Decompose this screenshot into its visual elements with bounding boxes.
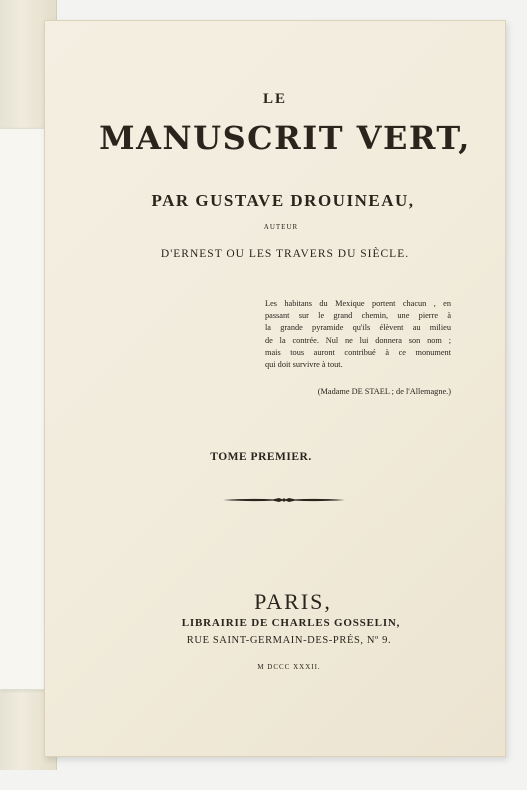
book-title: MANUSCRIT VERT, bbox=[99, 119, 471, 157]
epigraph bbox=[265, 298, 451, 371]
previous-work: D'ERNEST OU LES TRAVERS DU SIÈCLE. bbox=[160, 248, 410, 260]
epigraph-line: de la contrée. Nul ne lui donnera son nom ; bbox=[265, 335, 451, 345]
publication-year: M DCCC XXXII. bbox=[257, 663, 321, 671]
epigraph-line: qui doit survivre à tout. bbox=[265, 360, 343, 370]
author-line: PAR GUSTAVE DROUINEAU, bbox=[151, 191, 415, 210]
epigraph-line: Les habitans du Mexique portent chacun , en bbox=[265, 299, 451, 308]
epigraph-line: mais tous auront contribué à ce monument bbox=[265, 347, 451, 357]
ornamental-rule-icon bbox=[221, 495, 347, 505]
epigraph-line: passant sur le grand chemin, une pierre à bbox=[265, 311, 451, 321]
epigraph-attribution: (Madame DE STAEL ; de l'Allemagne.) bbox=[317, 387, 451, 396]
title-page bbox=[44, 20, 506, 757]
article-le: LE bbox=[262, 91, 287, 107]
volume-label: TOME PREMIER. bbox=[210, 451, 312, 463]
epigraph-line: la grande pyramide qu'ils élèvent au milieu bbox=[265, 323, 451, 333]
auteur-label: AUTEUR bbox=[263, 223, 299, 231]
publisher-name: LIBRAIRIE DE CHARLES GOSSELIN, bbox=[181, 617, 401, 629]
endpaper-flap bbox=[0, 128, 47, 690]
publisher-address: RUE SAINT-GERMAIN-DES-PRÉS, Nº 9. bbox=[186, 635, 392, 646]
imprint-city: PARIS, bbox=[254, 589, 332, 614]
